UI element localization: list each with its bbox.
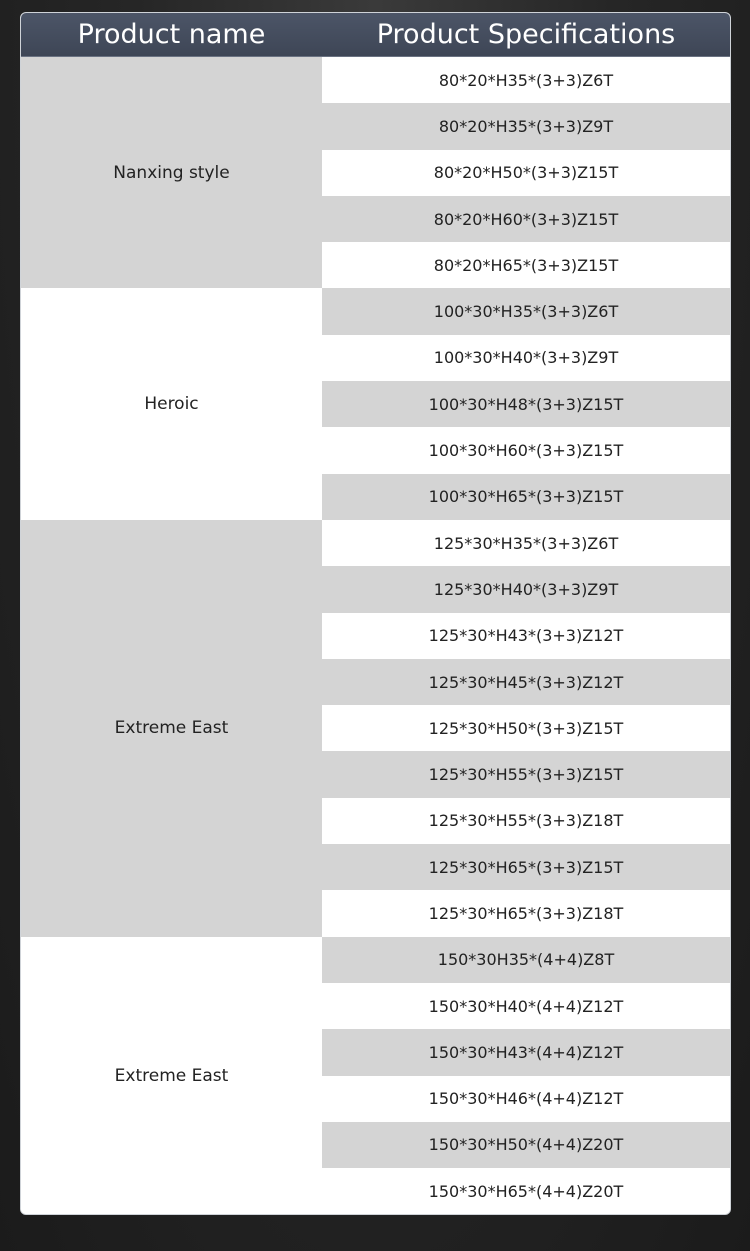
spec-cell: 125*30*H55*(3+3)Z18T <box>322 798 730 844</box>
spec-cell: 80*20*H35*(3+3)Z6T <box>322 57 730 103</box>
product-name-cell: Extreme East <box>21 937 322 1215</box>
spec-list <box>322 288 730 519</box>
product-name-cell: Nanxing style <box>21 57 322 288</box>
spec-list <box>322 937 730 1215</box>
product-group <box>21 288 730 519</box>
spec-cell: 80*20*H65*(3+3)Z15T <box>322 242 730 288</box>
spec-cell: 80*20*H60*(3+3)Z15T <box>322 196 730 242</box>
spec-list <box>322 57 730 288</box>
spec-table <box>20 12 731 1215</box>
table-body <box>21 57 730 1214</box>
spec-cell: 125*30*H65*(3+3)Z15T <box>322 844 730 890</box>
spec-cell: 125*30*H65*(3+3)Z18T <box>322 890 730 936</box>
product-group <box>21 937 730 1215</box>
table-header <box>21 13 730 57</box>
product-group <box>21 520 730 937</box>
spec-cell: 150*30H35*(4+4)Z8T <box>322 937 730 983</box>
product-name-cell: Extreme East <box>21 520 322 937</box>
product-group <box>21 57 730 288</box>
spec-cell: 150*30*H46*(4+4)Z12T <box>322 1076 730 1122</box>
spec-cell: 125*30*H55*(3+3)Z15T <box>322 751 730 797</box>
header-product-specifications: Product Specifications <box>376 19 676 50</box>
spec-cell: 100*30*H60*(3+3)Z15T <box>322 427 730 473</box>
spec-cell: 80*20*H50*(3+3)Z15T <box>322 150 730 196</box>
spec-list <box>322 520 730 937</box>
spec-cell: 100*30*H65*(3+3)Z15T <box>322 474 730 520</box>
spec-cell: 80*20*H35*(3+3)Z9T <box>322 103 730 149</box>
header-product-name: Product name <box>77 19 266 50</box>
spec-cell: 125*30*H50*(3+3)Z15T <box>322 705 730 751</box>
spec-cell: 125*30*H43*(3+3)Z12T <box>322 613 730 659</box>
spec-cell: 150*30*H50*(4+4)Z20T <box>322 1122 730 1168</box>
spec-cell: 125*30*H35*(3+3)Z6T <box>322 520 730 566</box>
spec-cell: 150*30*H40*(4+4)Z12T <box>322 983 730 1029</box>
spec-cell: 100*30*H40*(3+3)Z9T <box>322 335 730 381</box>
spec-cell: 125*30*H40*(3+3)Z9T <box>322 566 730 612</box>
product-name-cell: Heroic <box>21 288 322 519</box>
spec-cell: 100*30*H35*(3+3)Z6T <box>322 288 730 334</box>
spec-cell: 150*30*H43*(4+4)Z12T <box>322 1029 730 1075</box>
spec-cell: 100*30*H48*(3+3)Z15T <box>322 381 730 427</box>
spec-cell: 125*30*H45*(3+3)Z12T <box>322 659 730 705</box>
spec-cell: 150*30*H65*(4+4)Z20T <box>322 1168 730 1214</box>
